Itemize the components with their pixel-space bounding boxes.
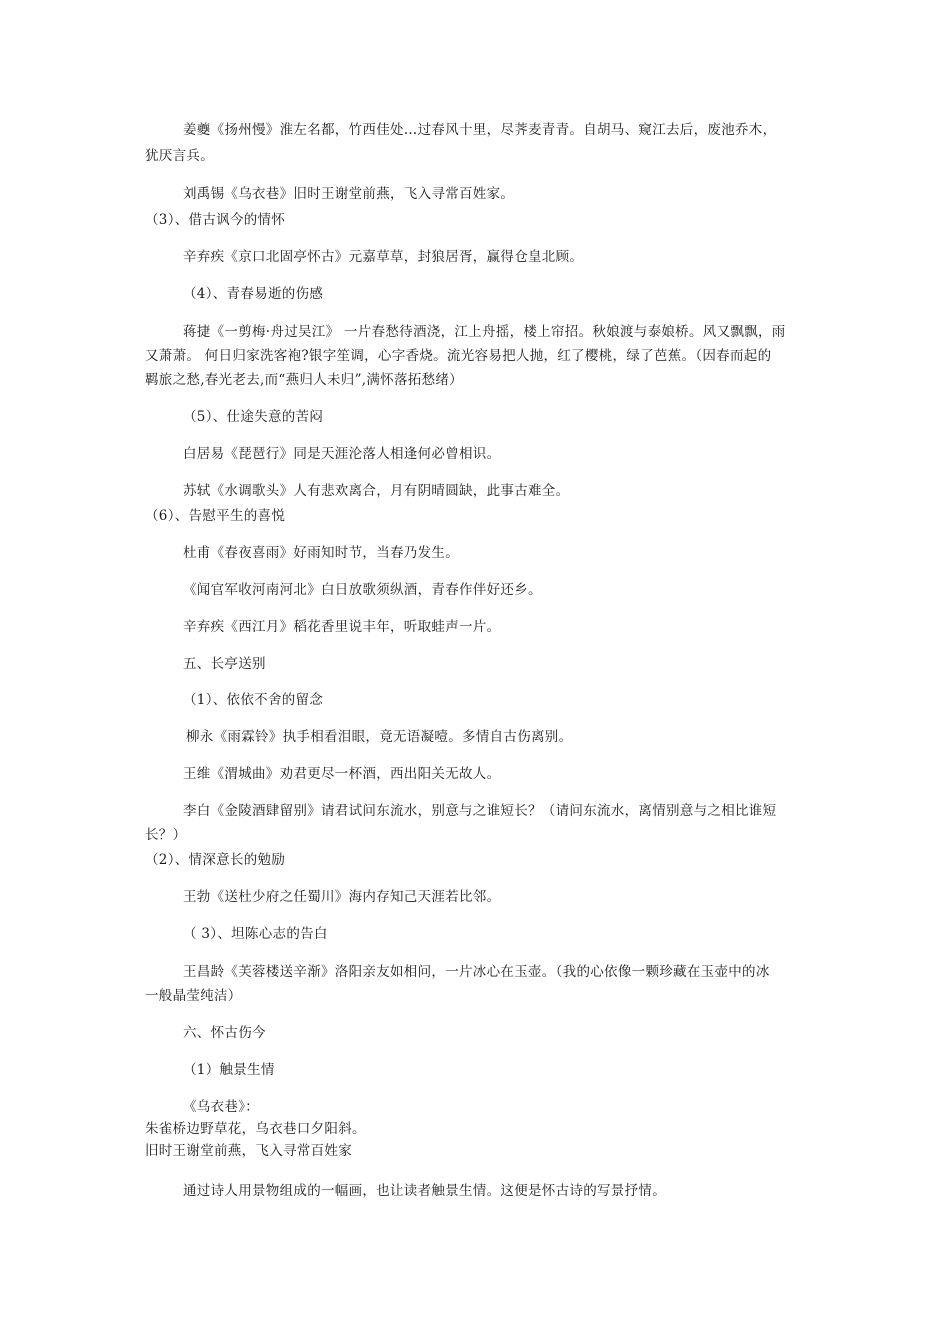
liuyuxi-wuyixiang-line: 刘禹锡《乌衣巷》旧时王谢堂前燕，飞入寻常百姓家。 — [183, 186, 515, 202]
section-heading-farewell-3: （ 3）、坦陈心志的告白 — [183, 926, 328, 942]
baijuyi-pipaxing-line: 白居易《琵琶行》同是天涯沦落人相逢何必曾相识。 — [183, 446, 501, 462]
libai-jinling-line-1: 李白《金陵酒肆留别》请君试问东流水，别意与之谁短长？（请问东流水，离情别意与之相比谁短 — [183, 803, 777, 819]
xinqiji-xijiangyue-line: 辛弃疾《西江月》稻花香里说丰年，听取蛙声一片。 — [183, 619, 501, 635]
section-heading-farewell-2: （2）、情深意长的勉励 — [145, 852, 286, 868]
wangwei-weichengqu-line: 王维《渭城曲》劝君更尽一杯酒，西出阳关无故人。 — [183, 766, 501, 782]
wuyixiang-poem-line-1: 朱雀桥边野草花，乌衣巷口夕阳斜。 — [145, 1121, 366, 1137]
wenguanjun-line: 《闻官军收河南河北》白日放歌须纵酒，青春作伴好还乡。 — [183, 582, 542, 598]
xinqiji-jingkou-line: 辛弃疾《京口北固亭怀古》元嘉草草，封狼居胥，赢得仓皇北顾。 — [183, 249, 584, 265]
section-heading-6-joy: （6）、告慰平生的喜悦 — [145, 508, 286, 524]
jiangkui-yangzhoumanline-1: 姜夔《扬州慢》淮左名都，竹西佳处…过春风十里，尽荠麦青青。自胡马、窥江去后，废池乔木， — [183, 122, 777, 138]
jiangkui-yangzhoumanline-2: 犹厌言兵。 — [145, 148, 214, 164]
conclusion-line: 通过诗人用景物组成的一幅画，也让读者触景生情。这便是怀古诗的写景抒情。 — [183, 1183, 666, 1199]
jiangjie-yijianmei-line-2: 又萧萧。 何日归家洗客袍?银字笙调，心字香烧。流光容易把人抛，红了樱桃，绿了芭蕉。（因春而起的 — [145, 348, 772, 364]
section-heading-5-career: （5）、仕途失意的苦闷 — [183, 409, 324, 425]
section-heading-farewell-1: （1）、依依不舍的留念 — [183, 692, 324, 708]
dufu-chunyexiyu-line: 杜甫《春夜喜雨》好雨知时节，当春乃发生。 — [183, 545, 459, 561]
jiangjie-yijianmei-line-1: 蒋捷《一剪梅·舟过吴江》 一片春愁待酒浇，江上舟摇，楼上帘招。秋娘渡与泰娘桥。风又飘飘，雨 — [183, 324, 786, 340]
section-heading-nostalgia-1: （1）触景生情 — [183, 1062, 275, 1078]
jiangjie-yijianmei-line-3: 羁旅之愁,春光老去,而“燕归人未归”,满怀落拓愁绪） — [145, 372, 463, 388]
liuyong-yulinling-line: 柳永《雨霖铃》执手相看泪眼，竟无语凝噎。多情自古伤离别。 — [186, 729, 573, 745]
wangchangling-furonglou-line-2: 一般晶莹纯洁） — [145, 988, 242, 1004]
wangchangling-furonglou-line-1: 王昌龄《芙蓉楼送辛渐》洛阳亲友如相问，一片冰心在玉壶。（我的心依像一颗珍藏在玉壶中的冰 — [183, 964, 770, 980]
section-heading-4-youth: （4）、青春易逝的伤感 — [183, 286, 324, 302]
wuyixiang-title-line: 《乌衣巷》： — [183, 1099, 260, 1115]
chapter-heading-6-nostalgia: 六、怀古伤今 — [183, 1025, 266, 1041]
chapter-heading-5-farewell: 五、长亭送别 — [183, 656, 266, 672]
section-heading-3-satire: （3）、借古讽今的情怀 — [145, 212, 286, 228]
wangbo-songdu-line: 王勃《送杜少府之任蜀川》海内存知己天涯若比邻。 — [183, 889, 501, 905]
wuyixiang-poem-line-2: 旧时王谢堂前燕，飞入寻常百姓家 — [145, 1143, 352, 1159]
libai-jinling-line-2: 长？） — [145, 827, 187, 843]
sushi-shuidiaogetou-line: 苏轼《水调歌头》人有悲欢离合，月有阴晴圆缺，此事古难全。 — [183, 483, 570, 499]
